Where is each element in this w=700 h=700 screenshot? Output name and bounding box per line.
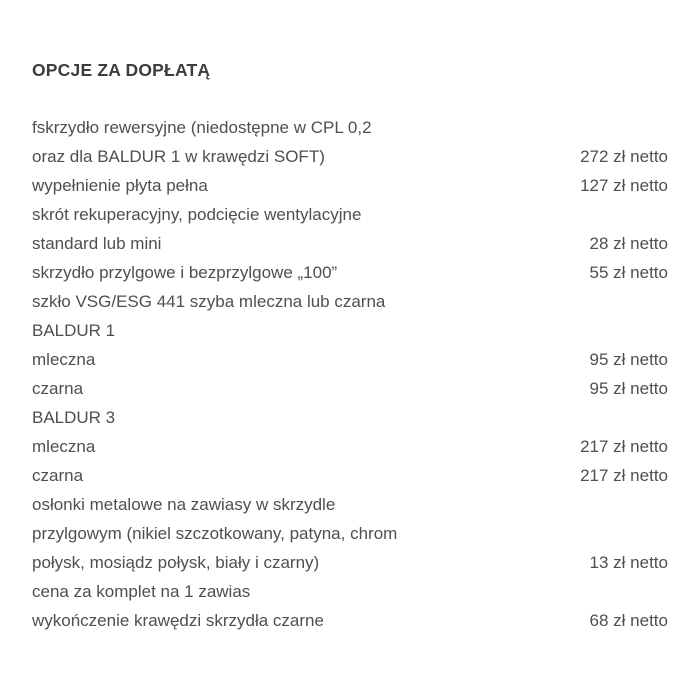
list-item xyxy=(32,374,668,403)
option-label: wykończenie krawędzi skrzydła czarne xyxy=(32,611,324,630)
list-item xyxy=(32,316,668,345)
option-label: BALDUR 1 xyxy=(32,321,116,340)
option-price: 217 zł netto xyxy=(580,437,668,456)
option-price: 95 zł netto xyxy=(589,350,668,369)
option-label: skrót rekuperacyjny, podcięcie wentylacyjne xyxy=(32,205,362,224)
option-label: mleczna xyxy=(32,350,96,369)
option-label: standard lub mini xyxy=(32,234,162,253)
list-item xyxy=(32,432,668,461)
list-item xyxy=(32,606,668,635)
list-item xyxy=(32,490,668,519)
list-item xyxy=(32,229,668,258)
option-label: oraz dla BALDUR 1 w krawędzi SOFT) xyxy=(32,147,325,166)
list-item xyxy=(32,577,668,606)
option-label: połysk, mosiądz połysk, biały i czarny) xyxy=(32,553,320,572)
page-title: OPCJE ZA DOPŁATĄ xyxy=(32,60,211,80)
list-item xyxy=(32,171,668,200)
option-price: 127 zł netto xyxy=(580,176,668,195)
list-item xyxy=(32,113,668,142)
list-item xyxy=(32,403,668,432)
option-label: czarna xyxy=(32,466,84,485)
list-item xyxy=(32,345,668,374)
list-item xyxy=(32,461,668,490)
list-item xyxy=(32,519,668,548)
option-price: 55 zł netto xyxy=(589,263,668,282)
option-price: 217 zł netto xyxy=(580,466,668,485)
option-label: wypełnienie płyta pełna xyxy=(32,176,208,195)
option-label: osłonki metalowe na zawiasy w skrzydle xyxy=(32,495,336,514)
option-label: szkło VSG/ESG 441 szyba mleczna lub czarna xyxy=(32,292,386,311)
options-price-list xyxy=(32,113,668,635)
list-item xyxy=(32,287,668,316)
option-price: 95 zł netto xyxy=(589,379,668,398)
option-price: 272 zł netto xyxy=(580,147,668,166)
option-label: cena za komplet na 1 zawias xyxy=(32,582,251,601)
list-item xyxy=(32,142,668,171)
option-label: fskrzydło rewersyjne (niedostępne w CPL 0,2 xyxy=(32,118,372,137)
option-label: BALDUR 3 xyxy=(32,408,116,427)
option-price: 68 zł netto xyxy=(589,611,668,630)
list-item xyxy=(32,200,668,229)
option-label: mleczna xyxy=(32,437,96,456)
list-item xyxy=(32,258,668,287)
option-label: czarna xyxy=(32,379,84,398)
option-label: przylgowym (nikiel szczotkowany, patyna, chrom xyxy=(32,524,398,543)
option-label: skrzydło przylgowe i bezprzylgowe „100” xyxy=(32,263,338,282)
option-price: 13 zł netto xyxy=(589,553,668,572)
list-item xyxy=(32,548,668,577)
option-price: 28 zł netto xyxy=(589,234,668,253)
